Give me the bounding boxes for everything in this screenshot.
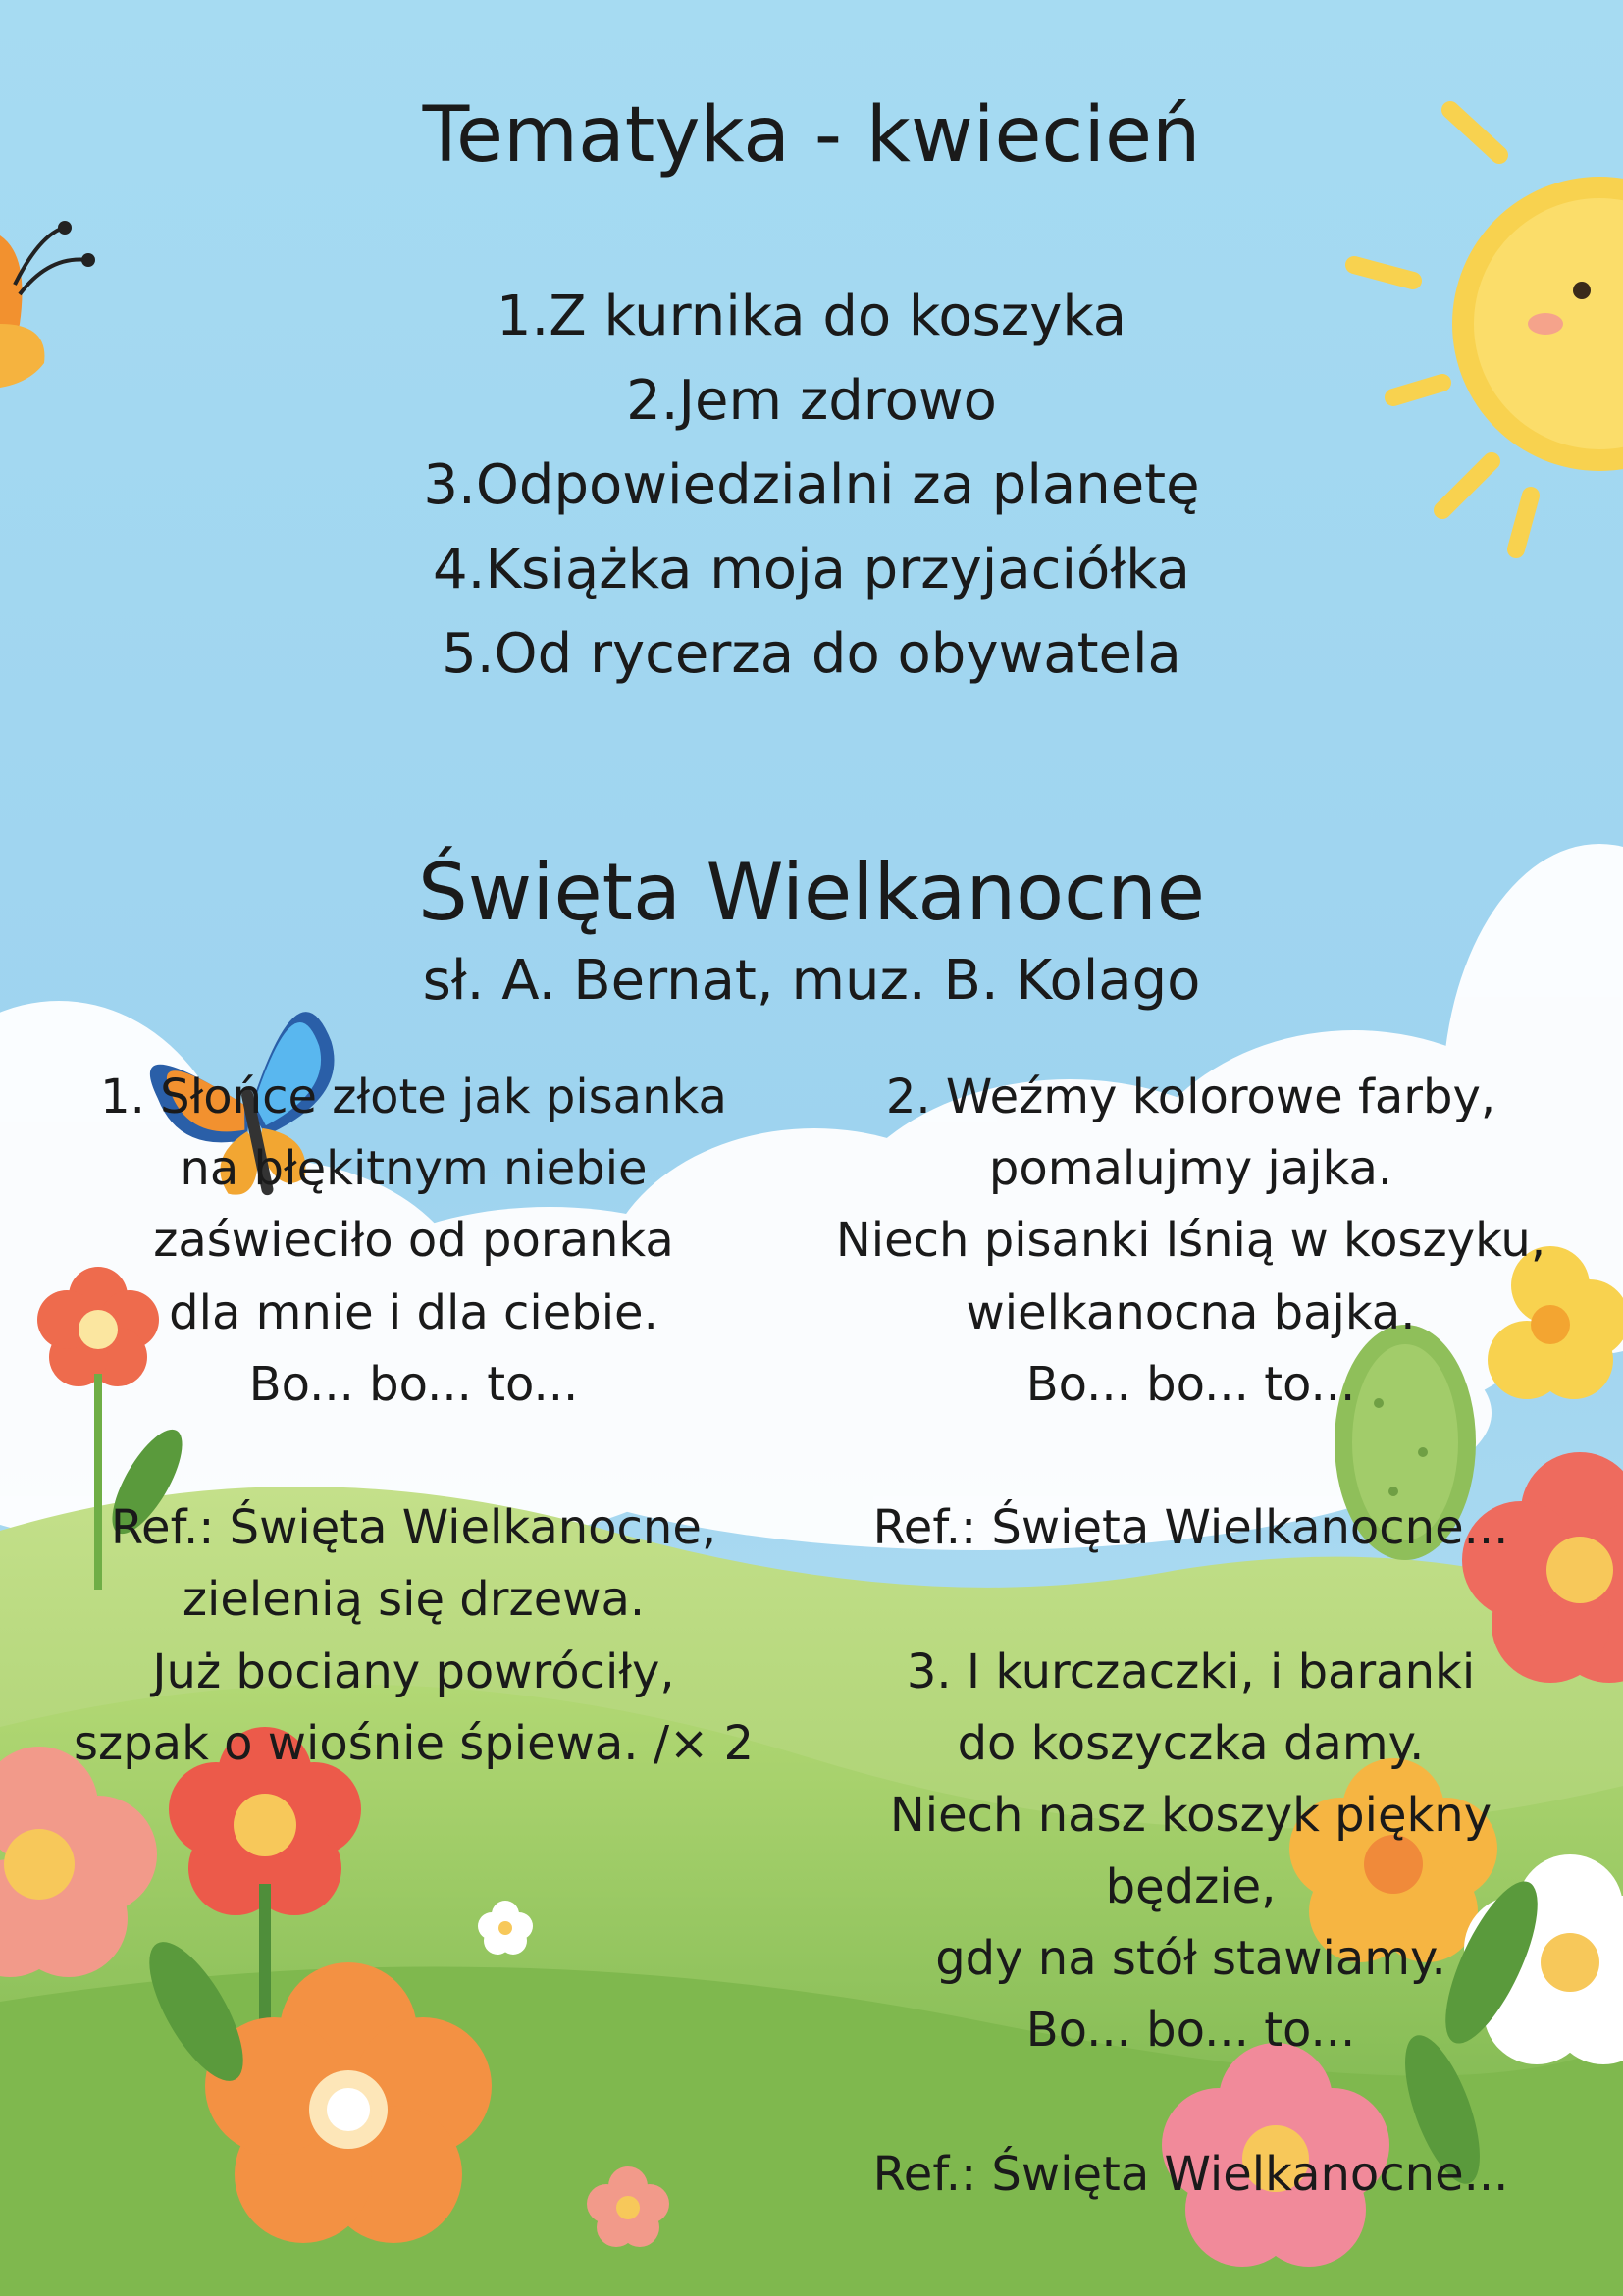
lyric-line: zielenią się drzewa. <box>182 1572 646 1628</box>
topic-item: 1.Z kurnika do koszyka <box>496 285 1127 348</box>
topics-list <box>0 275 1623 697</box>
page-title: Tematyka - kwiecień <box>422 91 1201 180</box>
lyric-line: Bo... bo... to... <box>1025 2003 1356 2059</box>
lyric-line: pomalujmy jajka. <box>988 1141 1393 1197</box>
lyric-line: wielkanocna bajka. <box>966 1284 1416 1340</box>
stanza-gap <box>785 1564 1597 1636</box>
lyric-line: 2. Weźmy kolorowe farby, <box>885 1070 1496 1124</box>
topic-item: 5.Od rycerza do obywatela <box>442 622 1181 686</box>
topic-item: 3.Odpowiedzialni za planetę <box>423 453 1200 517</box>
lyric-line: gdy na stół stawiamy. <box>935 1931 1446 1987</box>
lyric-line: Ref.: Święta Wielkanocne... <box>872 2146 1509 2202</box>
lyric-line: na błękitnym niebie <box>180 1141 648 1197</box>
lyric-line: zaświeciło od poranka <box>153 1213 674 1269</box>
lyric-line: Bo... bo... to... <box>248 1356 579 1412</box>
lyric-line: Bo... bo... to... <box>1025 1356 1356 1412</box>
lyrics-right-column <box>785 1062 1597 2211</box>
lyric-line: Niech pisanki lśnią w koszyku, <box>835 1213 1546 1269</box>
topic-item: 2.Jem zdrowo <box>626 369 997 433</box>
song-authors: sł. A. Bernat, muz. B. Kolago <box>422 949 1201 1013</box>
lyric-line: Niech nasz koszyk piękny <box>889 1787 1492 1843</box>
lyric-line: Już bociany powróciły, <box>152 1644 675 1699</box>
song-title: Święta Wielkanocne <box>418 847 1205 938</box>
lyric-line: szpak o wiośnie śpiewa. /× 2 <box>74 1715 754 1771</box>
lyrics-left-column <box>8 1062 819 1780</box>
lyric-line: do koszyczka damy. <box>957 1715 1425 1771</box>
stanza-gap <box>785 1421 1597 1492</box>
lyric-line: 1. Słońce złote jak pisanka <box>100 1070 727 1124</box>
stanza-gap <box>785 2067 1597 2139</box>
lyric-line: Ref.: Święta Wielkanocne, <box>110 1500 717 1556</box>
lyric-line: Ref.: Święta Wielkanocne... <box>872 1500 1509 1556</box>
lyric-line: będzie, <box>1105 1859 1277 1915</box>
stanza-gap <box>8 1421 819 1492</box>
lyric-line: 3. I kurczaczki, i baranki <box>906 1644 1476 1699</box>
topic-item: 4.Książka moja przyjaciółka <box>433 538 1190 601</box>
lyric-line: dla mnie i dla ciebie. <box>169 1284 658 1340</box>
